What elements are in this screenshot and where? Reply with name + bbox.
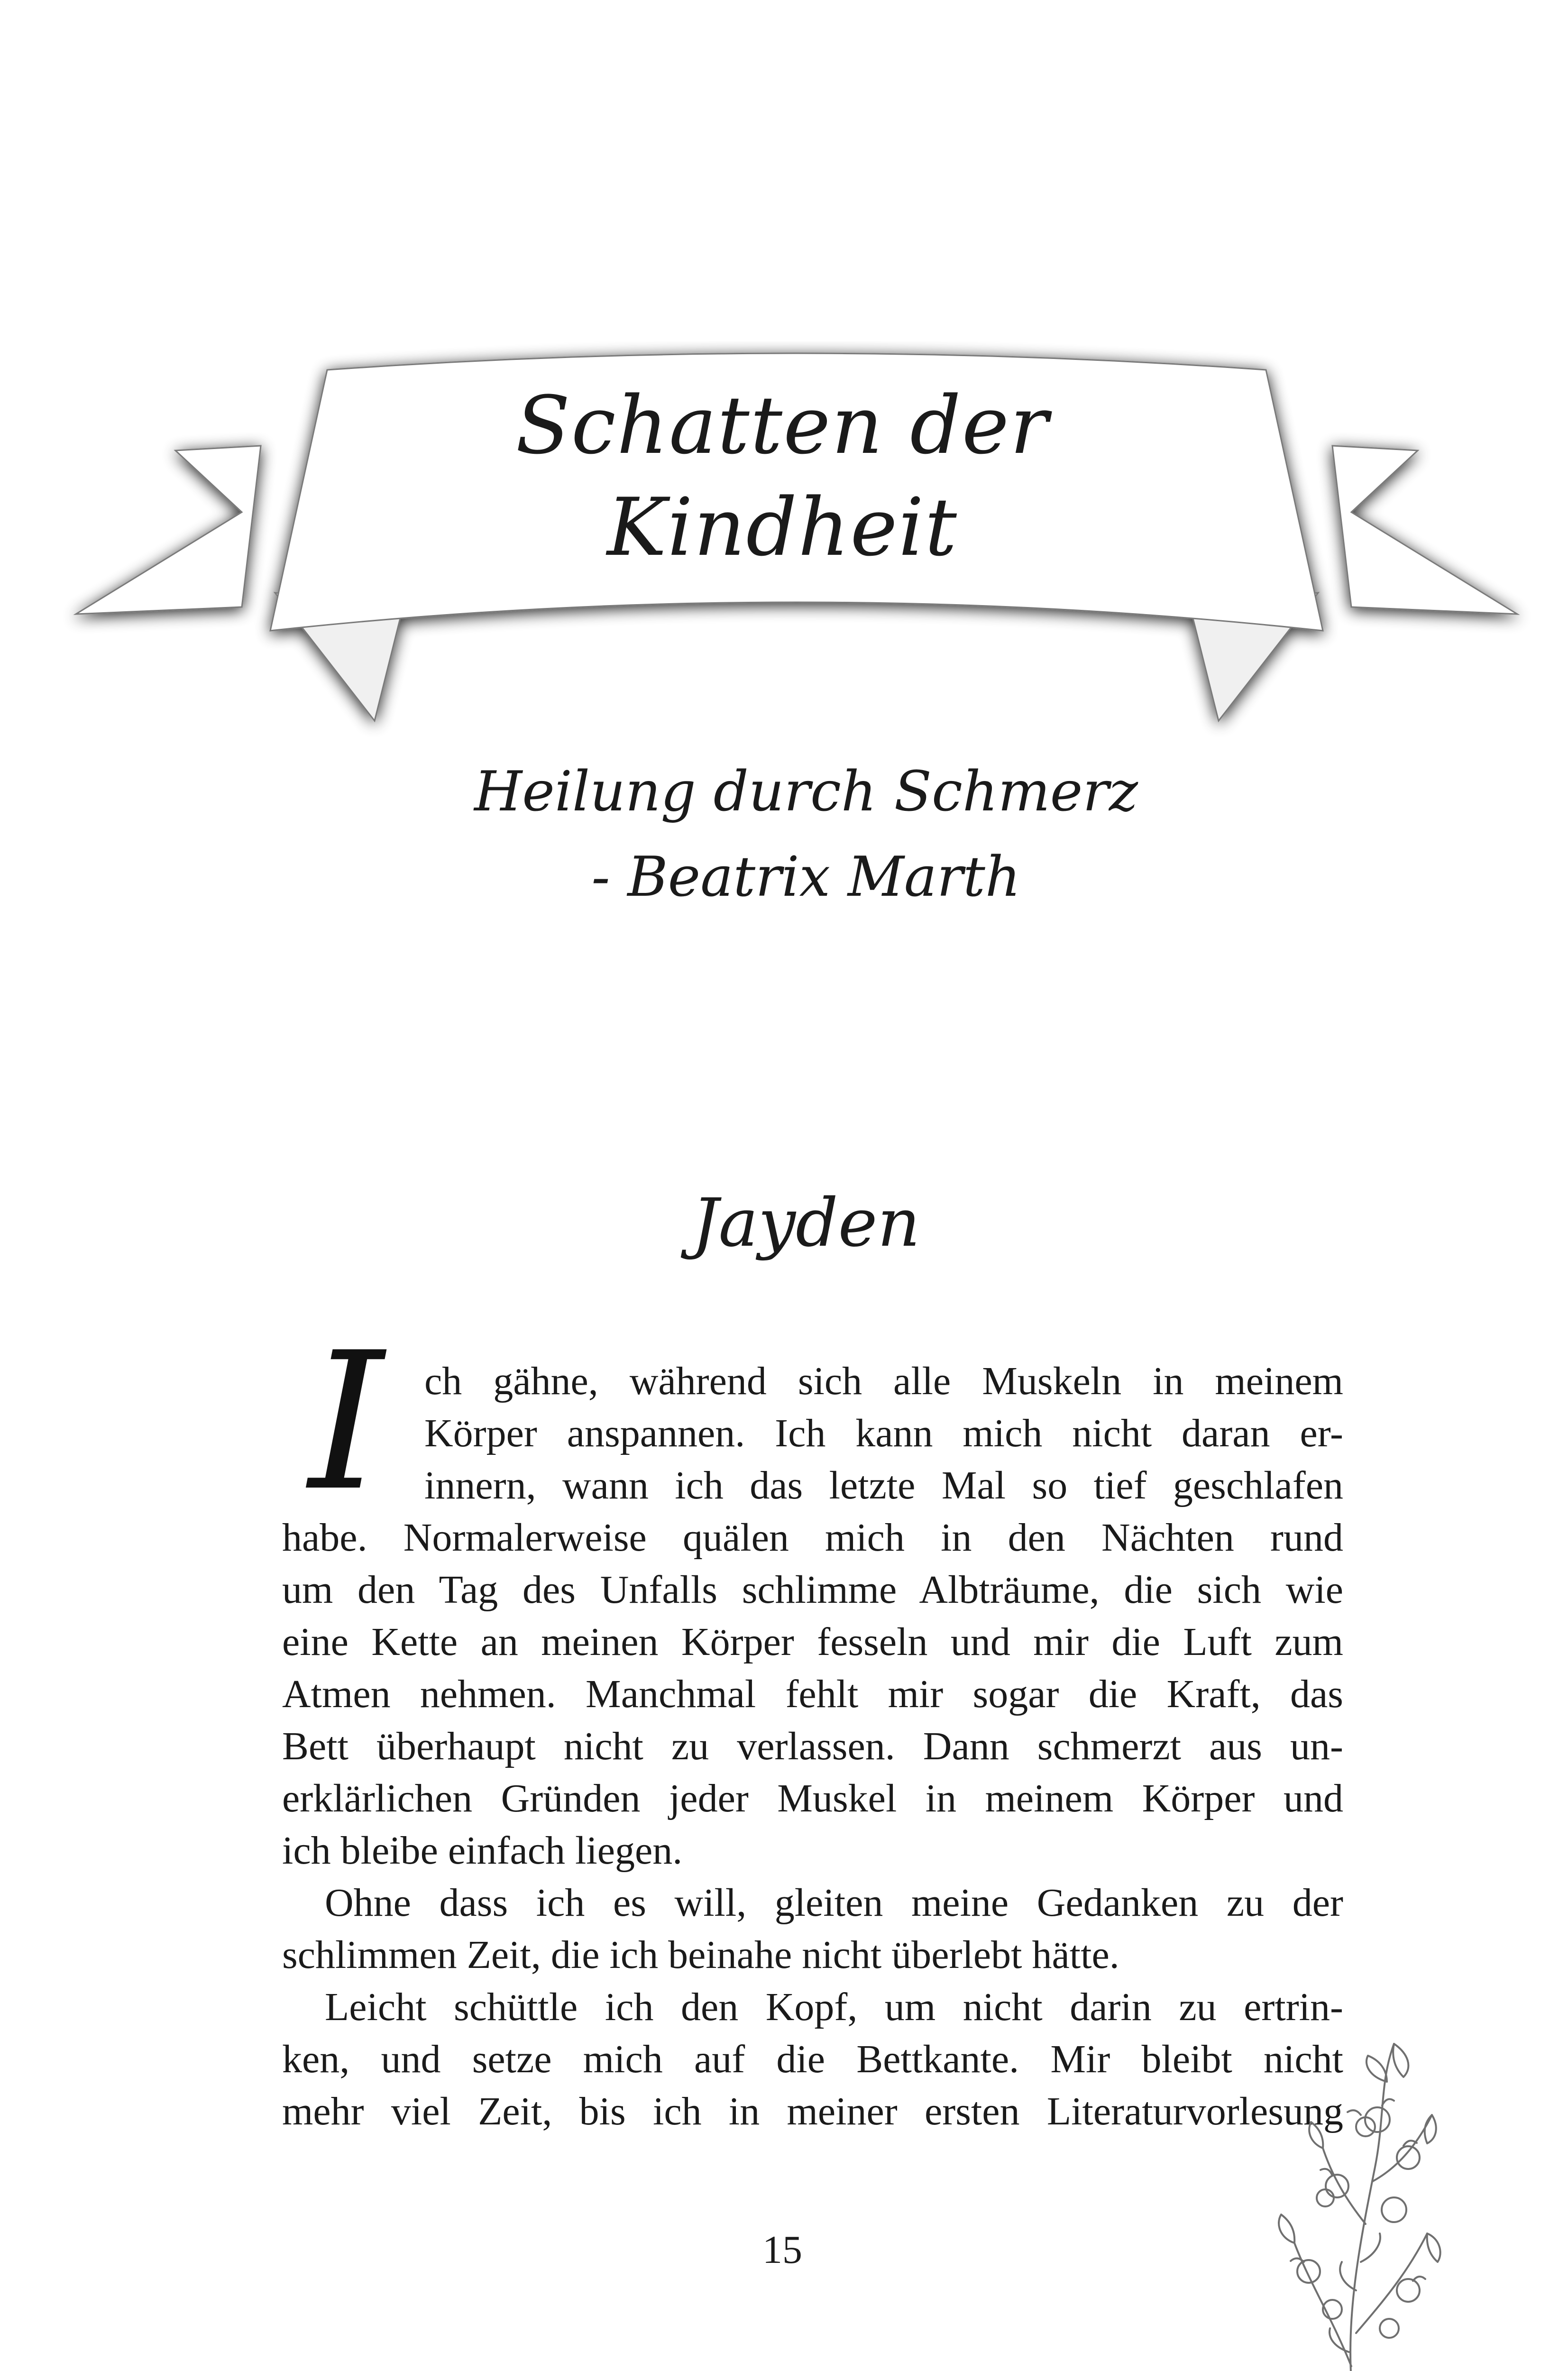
text-line: um den Tag des Unfalls schlimme Albträume, die sich wie bbox=[282, 1568, 1343, 1612]
pov-character-name: Jayden bbox=[692, 1185, 920, 1262]
chapter-title bbox=[332, 375, 1233, 579]
text-line: erklärlichen Gründen jeder Muskel in meinem Körper und bbox=[282, 1776, 1343, 1820]
text-line: ken, und setze mich auf die Bettkante. Mir bleibt nicht bbox=[282, 2037, 1343, 2081]
epigraph bbox=[379, 749, 1233, 920]
text-line: habe. Normalerweise quälen mich in den Nächten rund bbox=[282, 1516, 1343, 1560]
text-line: mehr viel Zeit, bis ich in meiner ersten Literaturvorlesung bbox=[282, 2089, 1343, 2133]
text-line: Körper anspannen. Ich kann mich nicht daran er- bbox=[424, 1411, 1343, 1455]
drop-cap: I bbox=[308, 1312, 384, 1533]
page-number: 15 bbox=[762, 2228, 802, 2272]
chapter-title-line-2: Kindheit bbox=[607, 481, 958, 574]
banner-left-tail bbox=[76, 446, 261, 614]
text-line: Bett überhaupt nicht zu verlassen. Dann schmerzt aus un- bbox=[282, 1724, 1343, 1768]
text-line: Leicht schüttle ich den Kopf, um nicht darin zu ertrin- bbox=[325, 1985, 1343, 2029]
text-line: Ohne dass ich es will, gleiten meine Gedanken zu der bbox=[325, 1881, 1343, 1925]
botanical-sprig-illustration bbox=[1252, 2025, 1451, 2371]
epigraph-quote: Heilung durch Schmerz bbox=[474, 760, 1138, 824]
text-line: ich bleibe einfach liegen. bbox=[282, 1829, 683, 1873]
text-line: Atmen nehmen. Manchmal fehlt mir sogar die Kraft, das bbox=[282, 1672, 1343, 1716]
text-line: schlimmen Zeit, die ich beinahe nicht überlebt hätte. bbox=[282, 1933, 1119, 1977]
chapter-title-line-1: Schatten der bbox=[515, 379, 1049, 472]
text-line: eine Kette an meinen Körper fesseln und mir die Luft zum bbox=[282, 1620, 1343, 1664]
epigraph-author: - Beatrix Marth bbox=[591, 845, 1021, 909]
banner-right-tail bbox=[1332, 446, 1517, 614]
text-line: ch gähne, während sich alle Muskeln in meinem bbox=[424, 1359, 1343, 1403]
text-line: innern, wann ich das letzte Mal so tief geschlafen bbox=[424, 1463, 1343, 1507]
